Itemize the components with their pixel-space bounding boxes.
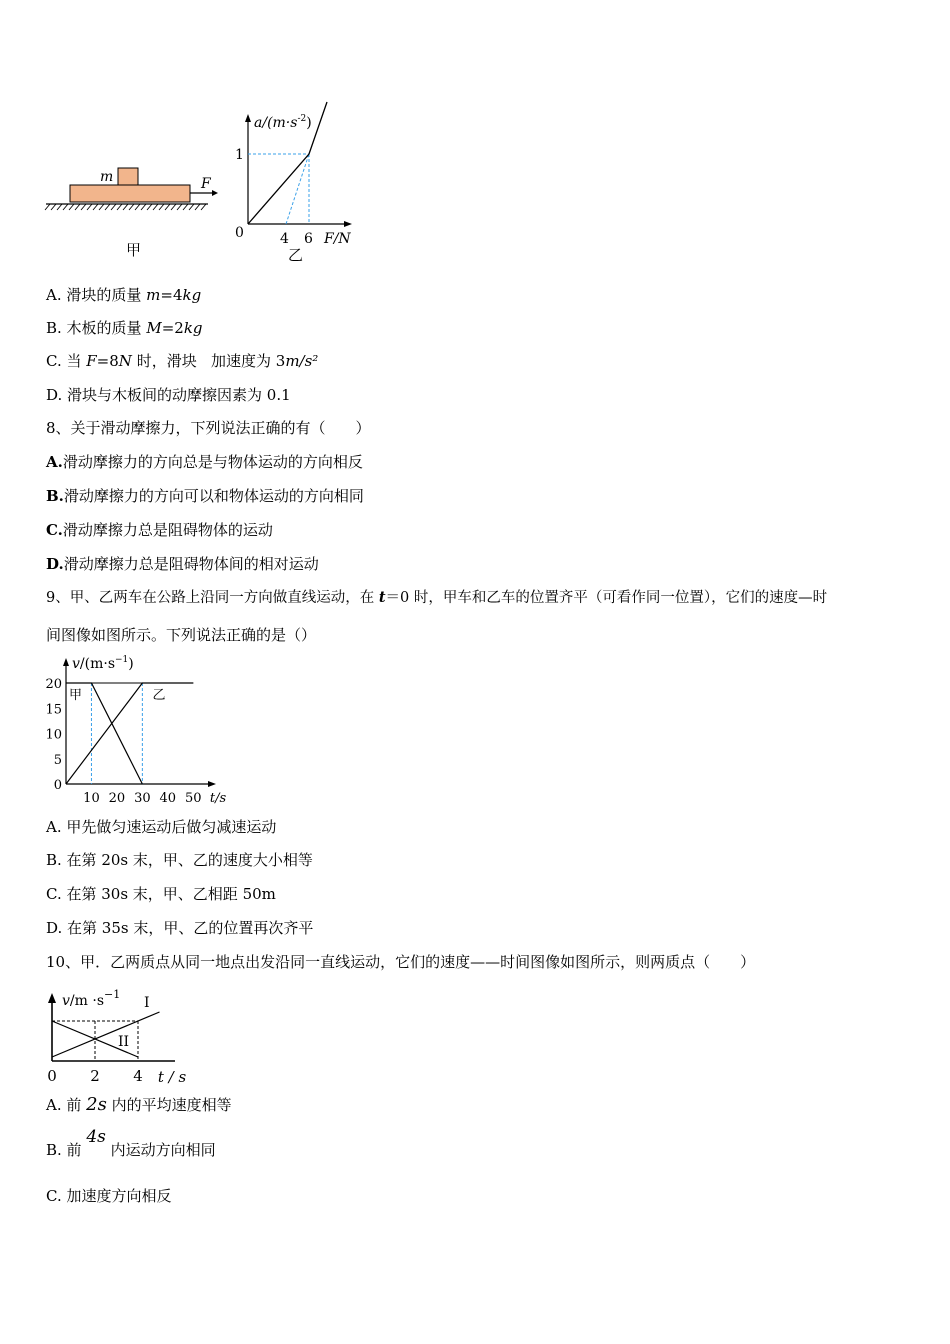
y-axis-label: $v/(m\cdot s^{-1})$: [72, 655, 134, 672]
x-tick-label: 0: [47, 1067, 57, 1085]
slider-block: [118, 168, 138, 185]
option-tail-unit: m/s²: [285, 352, 319, 370]
y-tick-label: 0: [53, 778, 62, 793]
option-tail: 时，滑块 加速度为 3: [131, 352, 286, 370]
q10-option-c: C. 加速度方向相反: [46, 1187, 172, 1205]
mass-label: m: [100, 169, 114, 185]
option-letter: C.: [46, 521, 63, 539]
series-label-yi: 乙: [152, 688, 166, 703]
force-label: F: [201, 176, 211, 192]
board: [70, 185, 190, 202]
y-tick-label: 20: [45, 677, 62, 692]
hatch-line: [123, 204, 128, 210]
q9-option-a: A. 甲先做匀速运动后做匀减速运动: [46, 818, 277, 836]
option-text: 内的平均速度相等: [106, 1096, 232, 1114]
option-value: =4: [160, 286, 183, 304]
force-arrowhead: [212, 190, 218, 196]
hatch-line: [111, 204, 116, 210]
figure-jia-caption: 甲: [126, 241, 142, 259]
q9-stem-line1: [46, 588, 827, 608]
option-text: A. 前: [46, 1096, 87, 1114]
q10-stem: 10、甲．乙两质点从同一地点出发沿同一直线运动，它们的速度——时间图像如图所示，则两质点（ ）: [46, 953, 756, 971]
option-letter: D.: [46, 555, 64, 573]
option-math: 4s: [86, 1127, 106, 1147]
q7-option-a: [46, 285, 201, 305]
option-math: 2s: [86, 1094, 107, 1115]
hatch-line: [93, 204, 98, 210]
figure-yi-a-f-graph: [230, 98, 370, 268]
option-text: 滑动摩擦力的方向总是与物体运动的方向相反: [62, 453, 363, 471]
q7-option-c: [46, 351, 318, 371]
x-axis-arrowhead: [344, 221, 352, 227]
hatch-line: [135, 204, 140, 210]
y-axis-arrowhead: [245, 114, 251, 122]
y-tick-label: 15: [45, 702, 62, 718]
q9-option-b: B. 在第 20s 末，甲、乙的速度大小相等: [46, 851, 313, 869]
option-var: M: [146, 319, 162, 337]
stem-var: t: [378, 589, 386, 606]
option-text: A. 滑块的质量: [46, 286, 147, 304]
q9-velocity-time-chart: [40, 650, 230, 805]
series-label-I: I: [144, 995, 150, 1011]
option-text: 滑动摩擦力总是阻碍物体间的相对运动: [63, 555, 319, 573]
x-tick-4: 4: [280, 231, 289, 247]
hatch-line: [141, 204, 146, 210]
q9-stem-line2: 间图像如图所示。下列说法正确的是（）: [46, 626, 317, 644]
option-letter: A.: [46, 453, 63, 471]
hatch-line: [99, 204, 104, 210]
series-label-jia: 甲: [69, 688, 83, 703]
q10-option-a: [46, 1095, 232, 1115]
option-text: C. 当: [46, 352, 87, 370]
q8-option-c: [46, 520, 273, 540]
hatch-line: [105, 204, 110, 210]
x-tick-label: 30: [134, 791, 151, 806]
series-line-yi: [66, 683, 193, 784]
hatch-line: [189, 204, 194, 210]
hatch-line: [159, 204, 164, 210]
option-unit: N: [118, 352, 132, 370]
stem-text: 9、甲、乙两车在公路上沿同一方向做直线运动，在: [46, 590, 379, 606]
x-tick-label: 10: [83, 791, 100, 806]
q10-velocity-time-chart: [40, 985, 200, 1090]
x-axis-label: t / s: [157, 1068, 187, 1086]
x-tick-label: 20: [108, 791, 126, 806]
series-label-II: II: [118, 1034, 130, 1050]
series-line-I: [52, 1012, 160, 1057]
ground-hatching: [45, 204, 206, 210]
y-axis-arrowhead: [48, 993, 56, 1003]
y-tick-1: 1: [235, 147, 244, 163]
option-var: F: [86, 352, 97, 370]
y-axis-arrowhead: [63, 658, 69, 666]
hatch-line: [201, 204, 206, 210]
hatch-line: [87, 204, 92, 210]
guide-extension: [286, 154, 309, 224]
x-tick-label: 4: [133, 1067, 143, 1085]
hatch-line: [75, 204, 80, 210]
option-text: 滑动摩擦力总是阻碍物体的运动: [62, 521, 273, 539]
x-axis-label: F/N: [324, 231, 351, 247]
option-text: B. 木板的质量: [46, 319, 147, 337]
x-tick-label: 2: [90, 1067, 100, 1085]
y-axis-label: $a/(m\cdot s^{-2})$: [254, 114, 312, 131]
origin-label: 0: [235, 225, 244, 241]
hatch-line: [51, 204, 56, 210]
figure-jia-board-slider: [40, 160, 230, 270]
option-text: B. 前: [46, 1141, 87, 1159]
hatch-line: [117, 204, 122, 210]
x-tick-label: 40: [159, 791, 177, 806]
q9-option-c: C. 在第 30s 末，甲、乙相距 50m: [46, 885, 276, 903]
hatch-line: [195, 204, 200, 210]
y-tick-label: 5: [53, 752, 62, 768]
stem-text: ＝0 时，甲车和乙车的位置齐平（可看作同一位置），它们的速度—时: [385, 590, 828, 606]
x-axis-arrowhead: [208, 781, 216, 787]
x-tick-label: 50: [184, 791, 202, 806]
q7-option-b: [46, 318, 203, 338]
option-unit: kg: [183, 319, 203, 337]
hatch-line: [69, 204, 74, 210]
q8-option-b: [46, 486, 364, 506]
figure-yi-caption: 乙: [288, 246, 304, 264]
hatch-line: [63, 204, 68, 210]
y-tick-label: 10: [45, 727, 62, 743]
option-unit: kg: [182, 286, 202, 304]
x-axis-label: t/s: [209, 791, 227, 806]
hatch-line: [177, 204, 182, 210]
x-tick-6: 6: [304, 231, 313, 247]
hatch-line: [45, 204, 50, 210]
hatch-line: [57, 204, 62, 210]
hatch-line: [183, 204, 188, 210]
q7-option-d: D. 滑块与木板间的动摩擦因素为 0.1: [46, 386, 291, 404]
hatch-line: [129, 204, 134, 210]
q8-stem: 8、关于滑动摩擦力，下列说法正确的有（ ）: [46, 419, 371, 437]
hatch-line: [147, 204, 152, 210]
option-var: m: [146, 286, 161, 304]
hatch-line: [153, 204, 158, 210]
option-letter: B.: [46, 487, 64, 505]
option-value: =8: [96, 352, 119, 370]
q10-option-b: [46, 1127, 216, 1160]
q8-option-a: [46, 452, 363, 472]
hatch-line: [171, 204, 176, 210]
option-text: 滑动摩擦力的方向可以和物体运动的方向相同: [63, 487, 364, 505]
hatch-line: [165, 204, 170, 210]
y-axis-label: $v/m \cdot s^{-1}$: [62, 988, 121, 1009]
option-value: =2: [161, 319, 184, 337]
option-text: 内运动方向相同: [105, 1141, 216, 1159]
q9-option-d: D. 在第 35s 末，甲、乙的位置再次齐平: [46, 919, 314, 937]
hatch-line: [81, 204, 86, 210]
q8-option-d: [46, 554, 319, 574]
